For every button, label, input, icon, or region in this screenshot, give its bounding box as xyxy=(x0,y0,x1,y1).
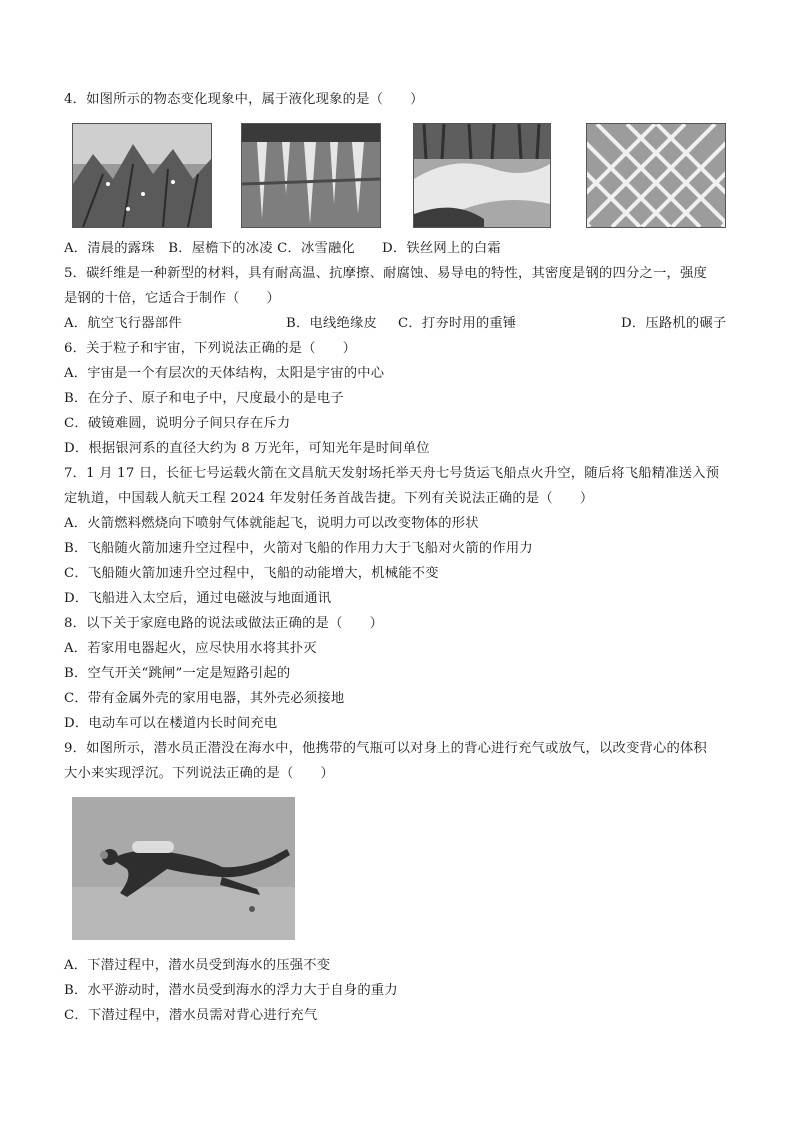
q7-option-b: B．飞船随火箭加速升空过程中，火箭对飞船的作用力大于飞船对火箭的作用力 xyxy=(64,541,533,556)
q4-stem: 4．如图所示的物态变化现象中，属于液化现象的是（ ） xyxy=(64,92,424,107)
q5-options xyxy=(64,315,734,333)
dew-photo xyxy=(72,123,212,228)
q6-option-c: C．破镜难圆，说明分子间只存在斥力 xyxy=(64,416,291,431)
q8-option-a: A．若家用电器起火，应尽快用水将其扑灭 xyxy=(64,641,317,656)
q5-stem-line1: 5．碳纤维是一种新型的材料，具有耐高温、抗摩擦、耐腐蚀、易导电的特性，其密度是钢的四分之一，强度 xyxy=(64,266,708,281)
q7-option-a: A．火箭燃料燃烧向下喷射气体就能起飞，说明力可以改变物体的形状 xyxy=(64,516,479,531)
icicle-photo xyxy=(241,123,381,228)
q7-stem-line2: 定轨道，中国载人航天工程 2024 年发射任务首战告捷。下列有关说法正确的是（ ） xyxy=(64,491,594,506)
diver-photo xyxy=(72,797,295,940)
q8-option-d: D．电动车可以在楼道内长时间充电 xyxy=(64,716,278,731)
q9-option-c: C．下潜过程中，潜水员需对背心进行充气 xyxy=(64,1008,318,1023)
q5-option-b: B．电线绝缘皮 xyxy=(286,316,377,331)
q6-option-a: A．宇宙是一个有层次的天体结构，太阳是宇宙的中心 xyxy=(64,366,385,381)
q7-option-d: D．飞船进入太空后，通过电磁波与地面通讯 xyxy=(64,591,332,606)
q6-option-d: D．根据银河系的直径大约为 8 万光年，可知光年是时间单位 xyxy=(64,441,430,456)
q8-option-b: B．空气开关“跳闸”一定是短路引起的 xyxy=(64,666,291,681)
q9-option-b: B．水平游动时，潜水员受到海水的浮力大于自身的重力 xyxy=(64,983,398,998)
q8-option-c: C．带有金属外壳的家用电器，其外壳必须接地 xyxy=(64,691,345,706)
q7-stem-line1: 7．1 月 17 日，长征七号运载火箭在文昌航天发射场托举天舟七号货运飞船点火升空，随后将飞船精准送入预 xyxy=(64,466,720,481)
q9-stem-line2: 大小来实现浮沉。下列说法正确的是（ ） xyxy=(64,766,334,781)
q4-options: A．清晨的露珠 B．屋檐下的冰凌 C．冰雪融化 D．铁丝网上的白霜 xyxy=(64,241,501,256)
frost-net-photo xyxy=(586,123,726,228)
q7-option-c: C．飞船随火箭加速升空过程中，飞船的动能增大，机械能不变 xyxy=(64,566,439,581)
q5-option-d: D．压路机的碾子 xyxy=(621,316,727,331)
q9-option-a: A．下潜过程中，潜水员受到海水的压强不变 xyxy=(64,958,331,973)
snow-melt-photo xyxy=(413,123,551,228)
q8-stem: 8．以下关于家庭电路的说法或做法正确的是（ ） xyxy=(64,616,384,631)
q6-stem: 6．关于粒子和宇宙，下列说法正确的是（ ） xyxy=(64,341,357,356)
q5-option-c: C．打夯时用的重锤 xyxy=(398,316,517,331)
q9-stem-line1: 9．如图所示，潜水员正潜没在海水中，他携带的气瓶可以对身上的背心进行充气或放气，以改变背心的体积 xyxy=(64,741,708,756)
q6-option-b: B．在分子、原子和电子中，尺度最小的是电子 xyxy=(64,391,344,406)
q5-option-a: A．航空飞行器部件 xyxy=(64,316,182,331)
q5-stem-line2: 是钢的十倍，它适合于制作（ ） xyxy=(64,291,280,306)
